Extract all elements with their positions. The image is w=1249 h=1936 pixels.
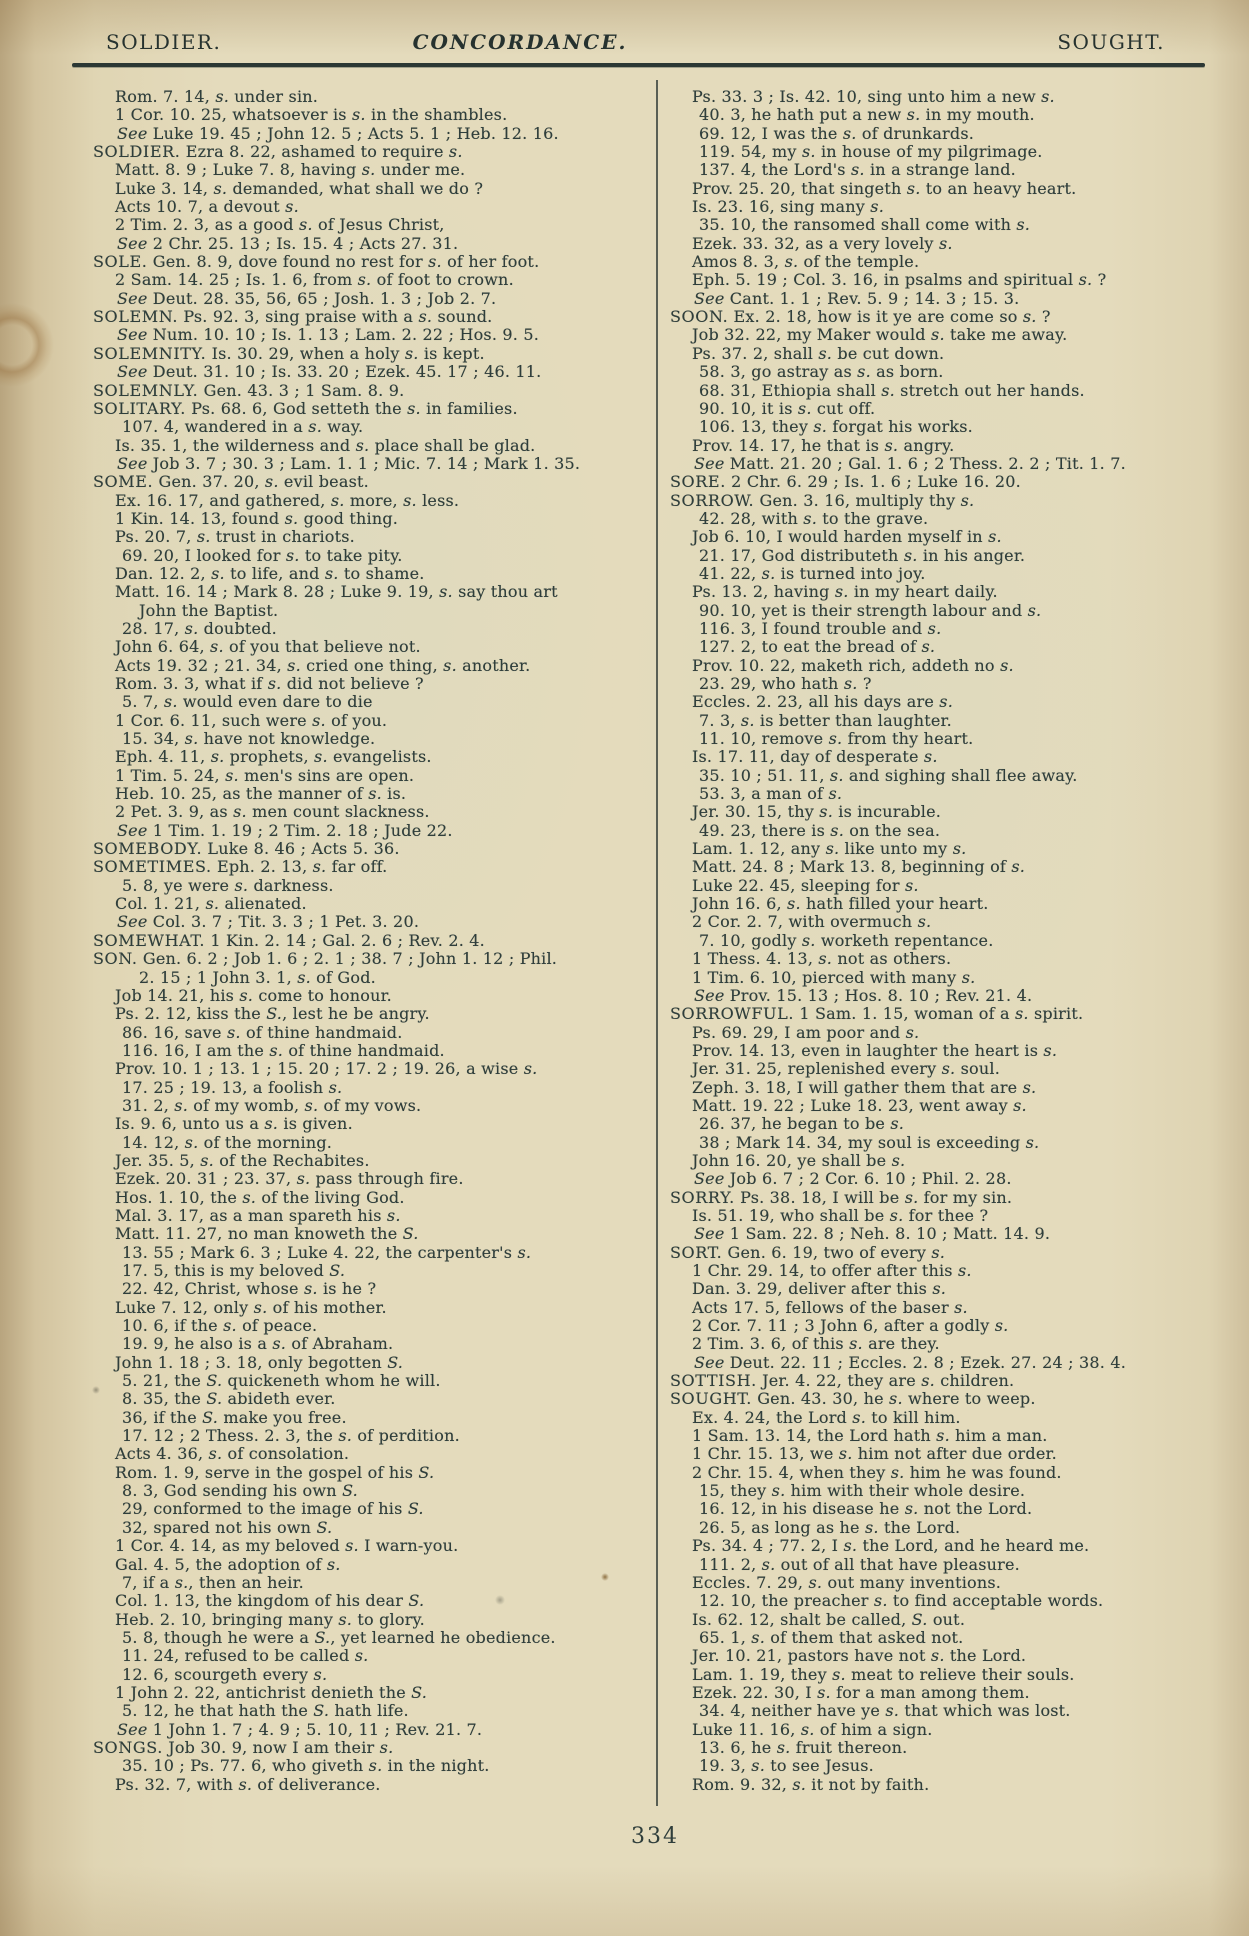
- concordance-line: See Num. 10. 10 ; Is. 1. 13 ; Lam. 2. 22 ; Hos. 9. 5.: [117, 325, 540, 345]
- concordance-line: 17. 12 ; 2 Thess. 2. 3, the s. of perdition.: [122, 1426, 460, 1446]
- concordance-line: Is. 35. 1, the wilderness and s. place shall be glad.: [115, 435, 536, 455]
- concordance-line: 116. 3, I found trouble and s.: [699, 618, 942, 638]
- concordance-line: 40. 3, he hath put a new s. in my mouth.: [699, 105, 1035, 125]
- concordance-line: 19. 3, s. to see Jesus.: [699, 1756, 874, 1776]
- concordance-line: 36, if the S. make you free.: [122, 1407, 347, 1427]
- concordance-line: 19. 9, he also is a s. of Abraham.: [122, 1334, 394, 1354]
- concordance-line: 29, conformed to the image of his S.: [122, 1499, 424, 1519]
- running-head-title: CONCORDANCE.: [412, 30, 628, 54]
- concordance-line: 107. 4, wandered in a s. way.: [122, 417, 364, 437]
- concordance-line: Rom. 9. 32, s. it not by faith.: [692, 1774, 930, 1794]
- concordance-line: See Job 6. 7 ; 2 Cor. 6. 10 ; Phil. 2. 28.: [694, 1169, 1012, 1189]
- concordance-line: Prov. 10. 22, maketh rich, addeth no s.: [692, 655, 1014, 675]
- concordance-line: Mal. 3. 17, as a man spareth his s.: [115, 1205, 401, 1225]
- concordance-line: 49. 23, there is s. on the sea.: [699, 820, 941, 840]
- concordance-line: See Deut. 22. 11 ; Eccles. 2. 8 ; Ezek. 27. 24 ; 38. 4.: [694, 1352, 1127, 1372]
- concordance-line: Prov. 25. 20, that singeth s. to an heavy heart.: [692, 178, 1077, 198]
- concordance-line: See Job 3. 7 ; 30. 3 ; Lam. 1. 1 ; Mic. 7. 14 ; Mark 1. 35.: [117, 453, 581, 473]
- concordance-line: 11. 10, remove s. from thy heart.: [699, 729, 974, 749]
- concordance-line: 2 Tim. 3. 6, of this s. are they.: [692, 1334, 940, 1354]
- concordance-line: 2 Pet. 3. 9, as s. men count slackness.: [115, 802, 430, 822]
- concordance-line: 69. 12, I was the s. of drunkards.: [699, 123, 975, 143]
- concordance-line: Matt. 16. 14 ; Mark 8. 28 ; Luke 9. 19, s. say thou art: [115, 582, 558, 602]
- concordance-line: John the Baptist.: [139, 600, 279, 620]
- concordance-line: 41. 22, s. is turned into joy.: [699, 563, 926, 583]
- concordance-line: Ex. 16. 17, and gathered, s. more, s. less.: [115, 490, 460, 510]
- concordance-line: 17. 5, this is my beloved S.: [122, 1261, 346, 1280]
- concordance-line: 8. 3, God sending his own S.: [122, 1481, 358, 1501]
- concordance-line: SOLE. Gen. 8. 9, dove found no rest for s. of her foot.: [93, 252, 540, 272]
- concordance-line: SORE. 2 Chr. 6. 29 ; Is. 1. 6 ; Luke 16. 20.: [670, 472, 1021, 492]
- concordance-line: Acts 10. 7, a devout s.: [115, 197, 299, 217]
- concordance-line: Lam. 1. 19, they s. meat to relieve their souls.: [692, 1664, 1075, 1684]
- concordance-line: 15. 34, s. have not knowledge.: [122, 729, 376, 749]
- concordance-line: SORT. Gen. 6. 19, two of every s.: [670, 1242, 946, 1262]
- concordance-line: Ezek. 20. 31 ; 23. 37, s. pass through fire.: [115, 1169, 464, 1189]
- concordance-line: 35. 10 ; 51. 11, s. and sighing shall flee away.: [699, 765, 1078, 785]
- concordance-line: Ps. 33. 3 ; Is. 42. 10, sing unto him a new s.: [692, 87, 1055, 106]
- concordance-line: See 2 Chr. 25. 13 ; Is. 15. 4 ; Acts 27. 31.: [117, 233, 459, 253]
- concordance-line: 26. 37, he began to be s.: [699, 1114, 905, 1134]
- concordance-line: See 1 Sam. 22. 8 ; Neh. 8. 10 ; Matt. 14. 9.: [694, 1224, 1051, 1244]
- concordance-line: Luke 7. 12, only s. of his mother.: [115, 1297, 387, 1317]
- concordance-line: SOUGHT. Gen. 43. 30, he s. where to weep.: [670, 1389, 1036, 1409]
- concordance-line: SOLITARY. Ps. 68. 6, God setteth the s. in families.: [93, 398, 518, 418]
- concordance-line: SOME. Gen. 37. 20, s. evil beast.: [93, 472, 369, 492]
- concordance-line: 1 Cor. 6. 11, such were s. of you.: [115, 710, 388, 730]
- concordance-line: Eph. 5. 19 ; Col. 3. 16, in psalms and spiritual s. ?: [692, 270, 1107, 290]
- concordance-line: Lam. 1. 12, any s. like unto my s.: [692, 839, 967, 859]
- concordance-line: 14. 12, s. of the morning.: [122, 1132, 333, 1152]
- concordance-line: John 16. 20, ye shall be s.: [692, 1150, 906, 1170]
- column-left: [93, 88, 653, 1794]
- concordance-line: Amos 8. 3, s. of the temple.: [692, 252, 920, 272]
- concordance-line: SOLEMN. Ps. 92. 3, sing praise with a s. sound.: [93, 307, 493, 327]
- concordance-line: 22. 42, Christ, whose s. is he ?: [122, 1279, 377, 1299]
- concordance-line: Job 6. 10, I would harden myself in s.: [692, 527, 1002, 547]
- concordance-line: 1 Chr. 29. 14, to offer after this s.: [692, 1261, 972, 1280]
- concordance-line: 7. 10, godly s. worketh repentance.: [699, 930, 994, 950]
- concordance-line: 90. 10, yet is their strength labour and s.: [699, 600, 1042, 620]
- concordance-line: 16. 12, in his disease he s. not the Lord.: [699, 1499, 1033, 1519]
- concordance-line: Matt. 8. 9 ; Luke 7. 8, having s. under me.: [115, 160, 466, 180]
- column-right: [670, 88, 1175, 1794]
- concordance-line: 31. 2, s. of my womb, s. of my vows.: [122, 1095, 422, 1115]
- concordance-line: 1 Kin. 14. 13, found s. good thing.: [115, 508, 399, 528]
- concordance-line: SOLDIER. Ezra 8. 22, ashamed to require s.: [93, 142, 463, 162]
- concordance-line: Heb. 2. 10, bringing many s. to glory.: [115, 1609, 425, 1629]
- concordance-line: SOMEBODY. Luke 8. 46 ; Acts 5. 36.: [93, 839, 400, 859]
- concordance-line: Acts 4. 36, s. of consolation.: [115, 1444, 350, 1464]
- concordance-line: Heb. 10. 25, as the manner of s. is.: [115, 784, 407, 804]
- concordance-line: SOMETIMES. Eph. 2. 13, s. far off.: [93, 857, 388, 877]
- concordance-line: 127. 2, to eat the bread of s.: [699, 637, 936, 657]
- concordance-line: Matt. 24. 8 ; Mark 13. 8, beginning of s.: [692, 857, 1026, 877]
- concordance-line: Job 32. 22, my Maker would s. take me away.: [692, 325, 1068, 345]
- concordance-line: 119. 54, my s. in house of my pilgrimage.: [699, 142, 1043, 162]
- concordance-line: Is. 23. 16, sing many s.: [692, 197, 884, 217]
- concordance-line: 69. 20, I looked for s. to take pity.: [122, 545, 403, 565]
- concordance-line: Luke 3. 14, s. demanded, what shall we do ?: [115, 178, 484, 198]
- concordance-line: 5. 12, he that hath the S. hath life.: [122, 1701, 409, 1721]
- concordance-line: 2 Cor. 7. 11 ; 3 John 6, after a godly s.: [692, 1316, 1009, 1336]
- concordance-line: Hos. 1. 10, the s. of the living God.: [115, 1187, 405, 1207]
- concordance-line: 12. 6, scourgeth every s.: [122, 1664, 328, 1684]
- concordance-line: See Deut. 31. 10 ; Is. 33. 20 ; Ezek. 45. 17 ; 46. 11.: [117, 362, 542, 382]
- header-rule: [72, 63, 1205, 67]
- concordance-line: 5. 8, though he were a S., yet learned he obedience.: [122, 1627, 556, 1647]
- concordance-line: 5. 7, s. would even dare to die: [122, 692, 373, 712]
- concordance-line: 5. 8, ye were s. darkness.: [122, 875, 334, 895]
- concordance-line: Jer. 35. 5, s. of the Rechabites.: [115, 1150, 370, 1170]
- concordance-line: 58. 3, go astray as s. as born.: [699, 362, 944, 382]
- concordance-line: 28. 17, s. doubted.: [122, 618, 277, 638]
- concordance-line: 13. 6, he s. fruit thereon.: [699, 1737, 908, 1757]
- concordance-line: 15, they s. him with their whole desire.: [699, 1481, 1026, 1501]
- concordance-line: Matt. 19. 22 ; Luke 18. 23, went away s.: [692, 1095, 1027, 1115]
- concordance-line: 1 Tim. 5. 24, s. men's sins are open.: [115, 765, 415, 785]
- concordance-line: See 1 Tim. 1. 19 ; 2 Tim. 2. 18 ; Jude 22.: [117, 820, 453, 840]
- concordance-line: 137. 4, the Lord's s. in a strange land.: [699, 160, 1016, 180]
- concordance-line: John 6. 64, s. of you that believe not.: [115, 637, 421, 657]
- running-head-left: SOLDIER.: [106, 30, 222, 54]
- concordance-line: 2 Sam. 14. 25 ; Is. 1. 6, from s. of foot to crown.: [115, 270, 514, 290]
- concordance-line: 53. 3, a man of s.: [699, 784, 843, 804]
- concordance-line: Ps. 37. 2, shall s. be cut down.: [692, 343, 945, 363]
- column-divider-rule: [656, 80, 658, 1806]
- concordance-line: See Matt. 21. 20 ; Gal. 1. 6 ; 2 Thess. 2. 2 ; Tit. 1. 7.: [694, 453, 1126, 473]
- concordance-line: Prov. 14. 13, even in laughter the heart is s.: [692, 1040, 1058, 1060]
- concordance-line: Jer. 10. 21, pastors have not s. the Lord.: [692, 1646, 1027, 1666]
- concordance-line: Ps. 34. 4 ; 77. 2, I s. the Lord, and he heard me.: [692, 1536, 1090, 1556]
- concordance-line: Acts 17. 5, fellows of the baser s.: [692, 1297, 968, 1317]
- concordance-line: 23. 29, who hath s. ?: [699, 674, 872, 693]
- concordance-line: SORROWFUL. 1 Sam. 1. 15, woman of a s. spirit.: [670, 1004, 1084, 1024]
- concordance-line: Acts 19. 32 ; 21. 34, s. cried one thing, s. another.: [115, 655, 531, 675]
- concordance-line: SOLEMNITY. Is. 30. 29, when a holy s. is kept.: [93, 343, 485, 363]
- concordance-line: SOMEWHAT. 1 Kin. 2. 14 ; Gal. 2. 6 ; Rev. 2. 4.: [93, 930, 485, 950]
- concordance-line: See Deut. 28. 35, 56, 65 ; Josh. 1. 3 ; Job 2. 7.: [117, 288, 497, 308]
- concordance-line: 2 Cor. 2. 7, with overmuch s.: [692, 912, 932, 932]
- concordance-line: Is. 17. 11, day of desperate s.: [692, 747, 938, 767]
- concordance-line: 1 Cor. 4. 14, as my beloved s. I warn-you.: [115, 1536, 459, 1556]
- concordance-line: 11. 24, refused to be called s.: [122, 1646, 369, 1666]
- concordance-line: 42. 28, with s. to the grave.: [699, 508, 929, 528]
- concordance-line: Ps. 2. 12, kiss the S., lest he be angry.: [115, 1004, 430, 1024]
- concordance-line: 34. 4, neither have ye s. that which was lost.: [699, 1701, 1071, 1721]
- concordance-line: 7, if a s., then an heir.: [122, 1572, 304, 1592]
- concordance-line: Matt. 11. 27, no man knoweth the S.: [115, 1224, 419, 1244]
- concordance-line: Col. 1. 13, the kingdom of his dear S.: [115, 1591, 425, 1611]
- concordance-line: 10. 6, if the s. of peace.: [122, 1316, 318, 1336]
- concordance-line: 1 Thess. 4. 13, s. not as others.: [692, 949, 952, 969]
- concordance-line: Gal. 4. 5, the adoption of s.: [115, 1554, 341, 1574]
- concordance-line: 111. 2, s. out of all that have pleasure.: [699, 1554, 1020, 1574]
- concordance-line: Dan. 12. 2, s. to life, and s. to shame.: [115, 563, 425, 583]
- concordance-line: SON. Gen. 6. 2 ; Job 1. 6 ; 2. 1 ; 38. 7 ; John 1. 12 ; Phil.: [93, 949, 558, 969]
- page-number: 334: [631, 1824, 679, 1849]
- concordance-line: Rom. 1. 9, serve in the gospel of his S.: [115, 1462, 435, 1482]
- concordance-line: 116. 16, I am the s. of thine handmaid.: [122, 1040, 445, 1060]
- concordance-line: SOLEMNLY. Gen. 43. 3 ; 1 Sam. 8. 9.: [93, 380, 405, 400]
- concordance-line: John 16. 6, s. hath filled your heart.: [692, 894, 989, 914]
- concordance-line: 32, spared not his own S.: [122, 1517, 333, 1537]
- concordance-line: See Luke 19. 45 ; John 12. 5 ; Acts 5. 1 ; Heb. 12. 16.: [117, 123, 559, 143]
- concordance-line: Luke 11. 16, s. of him a sign.: [692, 1719, 933, 1739]
- concordance-line: 35. 10 ; Ps. 77. 6, who giveth s. in the night.: [122, 1756, 490, 1776]
- concordance-line: 12. 10, the preacher s. to find acceptable words.: [699, 1591, 1104, 1611]
- concordance-line: Eccles. 2. 23, all his days are s.: [692, 692, 953, 712]
- concordance-line: 65. 1, s. of them that asked not.: [699, 1627, 964, 1647]
- concordance-line: 2 Chr. 15. 4, when they s. him he was found.: [692, 1462, 1062, 1482]
- concordance-line: SOTTISH. Jer. 4. 22, they are s. children.: [670, 1371, 1015, 1391]
- concordance-line: 90. 10, it is s. cut off.: [699, 398, 876, 418]
- concordance-line: Job 14. 21, his s. come to honour.: [115, 985, 392, 1005]
- concordance-line: 1 Tim. 6. 10, pierced with many s.: [692, 967, 976, 987]
- concordance-line: 1 Cor. 10. 25, whatsoever is s. in the shambles.: [115, 105, 508, 125]
- concordance-line: See 1 John 1. 7 ; 4. 9 ; 5. 10, 11 ; Rev. 21. 7.: [117, 1719, 483, 1739]
- concordance-line: SONGS. Job 30. 9, now I am their s.: [93, 1737, 394, 1757]
- concordance-line: Ezek. 33. 32, as a very lovely s.: [692, 233, 953, 253]
- concordance-line: John 1. 18 ; 3. 18, only begotten S.: [115, 1352, 404, 1372]
- concordance-line: Ezek. 22. 30, I s. for a man among them.: [692, 1682, 1030, 1702]
- concordance-line: Col. 1. 21, s. alienated.: [115, 894, 307, 914]
- concordance-line: 17. 25 ; 19. 13, a foolish s.: [122, 1077, 343, 1097]
- concordance-line: Rom. 7. 14, s. under sin.: [115, 87, 319, 106]
- concordance-line: 1 Sam. 13. 14, the Lord hath s. him a man.: [692, 1426, 1048, 1446]
- concordance-line: 21. 17, God distributeth s. in his anger.: [699, 545, 1026, 565]
- concordance-line: 2 Tim. 2. 3, as a good s. of Jesus Christ,: [115, 215, 445, 235]
- concordance-line: Prov. 14. 17, he that is s. angry.: [692, 435, 955, 455]
- concordance-line: 7. 3, s. is better than laughter.: [699, 710, 952, 730]
- concordance-line: Jer. 31. 25, replenished every s. soul.: [692, 1059, 1000, 1079]
- concordance-line: Luke 22. 45, sleeping for s.: [692, 875, 919, 895]
- concordance-line: Dan. 3. 29, deliver after this s.: [692, 1279, 947, 1299]
- concordance-line: 13. 55 ; Mark 6. 3 ; Luke 4. 22, the carpenter's s.: [122, 1242, 532, 1262]
- concordance-line: Ps. 13. 2, having s. in my heart daily.: [692, 582, 998, 602]
- concordance-line: 2. 15 ; 1 John 3. 1, s. of God.: [139, 967, 376, 987]
- concordance-line: See Col. 3. 7 ; Tit. 3. 3 ; 1 Pet. 3. 20.: [117, 912, 420, 932]
- concordance-line: 1 Chr. 15. 13, we s. him not after due order.: [692, 1444, 1057, 1464]
- running-head-right: SOUGHT.: [1057, 30, 1165, 54]
- concordance-line: 35. 10, the ransomed shall come with s.: [699, 215, 1031, 235]
- concordance-line: 1 John 2. 22, antichrist denieth the S.: [115, 1682, 428, 1702]
- concordance-line: 5. 21, the S. quickeneth whom he will.: [122, 1371, 441, 1391]
- concordance-line: 8. 35, the S. abideth ever.: [122, 1389, 336, 1409]
- concordance-line: SORRY. Ps. 38. 18, I will be s. for my sin.: [670, 1187, 1013, 1207]
- concordance-line: 106. 13, they s. forgat his works.: [699, 417, 973, 437]
- concordance-line: See Prov. 15. 13 ; Hos. 8. 10 ; Rev. 21. 4.: [694, 985, 1033, 1005]
- concordance-line: 38 ; Mark 14. 34, my soul is exceeding s.: [699, 1132, 1040, 1152]
- concordance-line: Is. 51. 19, who shall be s. for thee ?: [692, 1205, 989, 1225]
- concordance-line: Ex. 4. 24, the Lord s. to kill him.: [692, 1407, 961, 1427]
- concordance-line: SORROW. Gen. 3. 16, multiply thy s.: [670, 490, 975, 510]
- concordance-line: SOON. Ex. 2. 18, how is it ye are come so s. ?: [670, 307, 1051, 327]
- concordance-line: Is. 9. 6, unto us a s. is given.: [115, 1114, 353, 1134]
- concordance-line: See Cant. 1. 1 ; Rev. 5. 9 ; 14. 3 ; 15. 3.: [694, 288, 1020, 308]
- concordance-line: 68. 31, Ethiopia shall s. stretch out her hands.: [699, 380, 1085, 400]
- concordance-line: Rom. 3. 3, what if s. did not believe ?: [115, 674, 424, 693]
- concordance-line: Ps. 69. 29, I am poor and s.: [692, 1022, 920, 1042]
- concordance-line: Ps. 32. 7, with s. of deliverance.: [115, 1774, 381, 1794]
- concordance-line: Prov. 10. 1 ; 13. 1 ; 15. 20 ; 17. 2 ; 19. 26, a wise s.: [115, 1059, 538, 1079]
- concordance-line: 86. 16, save s. of thine handmaid.: [122, 1022, 403, 1042]
- concordance-line: Zeph. 3. 18, I will gather them that are s.: [692, 1077, 1037, 1097]
- concordance-line: Eccles. 7. 29, s. out many inventions.: [692, 1572, 1002, 1592]
- concordance-line: Ps. 20. 7, s. trust in chariots.: [115, 527, 355, 547]
- concordance-line: Is. 62. 12, shalt be called, S. out.: [692, 1609, 966, 1629]
- concordance-line: 26. 5, as long as he s. the Lord.: [699, 1517, 961, 1537]
- concordance-line: Eph. 4. 11, s. prophets, s. evangelists.: [115, 747, 432, 767]
- concordance-line: Jer. 30. 15, thy s. is incurable.: [692, 802, 942, 822]
